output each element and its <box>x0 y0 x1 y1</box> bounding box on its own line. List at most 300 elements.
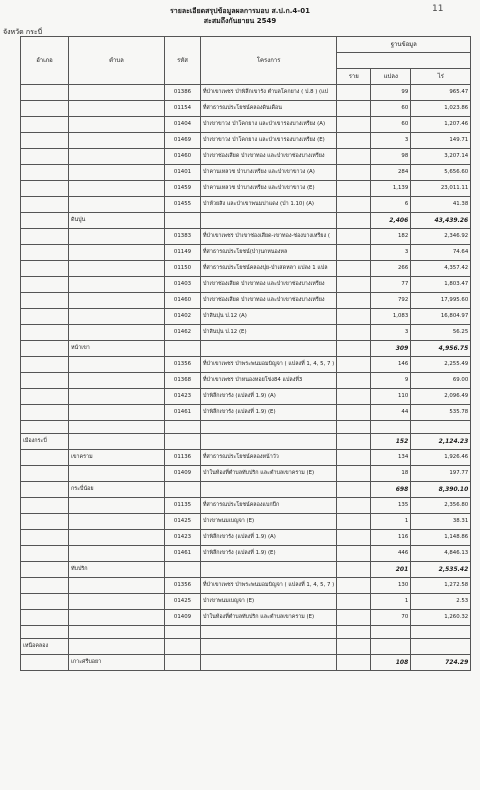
amphoe-cell <box>21 181 69 197</box>
table-row <box>21 181 471 197</box>
code-cell <box>165 213 201 229</box>
tambon-cell <box>69 639 165 655</box>
rai-cell: 535.78 <box>411 405 471 421</box>
plots-cell: 3 <box>371 325 411 341</box>
page-number: 11 <box>432 4 444 14</box>
table-row <box>21 293 471 309</box>
code-cell: 01462 <box>165 325 201 341</box>
amphoe-cell: เหนือคลอง <box>21 639 69 655</box>
tambon-cell: กระบี่น้อย <box>69 482 165 498</box>
amphoe-cell <box>21 466 69 482</box>
rai-cell: 16,804.97 <box>411 309 471 325</box>
tambon-cell <box>69 421 165 434</box>
project-cell <box>201 341 337 357</box>
table-row <box>21 117 471 133</box>
project-cell: ป่าเขาช่องเสียด ป่าเขาทอง และป่าเขาช่องบางเหรียง <box>201 149 337 165</box>
households-cell <box>337 594 371 610</box>
households-cell <box>337 389 371 405</box>
households-cell <box>337 639 371 655</box>
tambon-cell: หน้าเขา <box>69 341 165 357</box>
table-row <box>21 309 471 325</box>
project-cell <box>201 421 337 434</box>
project-cell: ป่าเขาช่องเสียด ป่าเขาทอง และป่าเขาช่องบางเหรียง <box>201 293 337 309</box>
table-row <box>21 498 471 514</box>
rai-cell: 197.77 <box>411 466 471 482</box>
table-row <box>21 373 471 389</box>
amphoe-cell <box>21 165 69 181</box>
project-cell: ป่าห้วยสิง และป่าเขาพนมบ่าแดง (ป่า 1.10) (A) <box>201 197 337 213</box>
table-row <box>21 450 471 466</box>
amphoe-cell <box>21 149 69 165</box>
code-cell: 01136 <box>165 450 201 466</box>
rai-cell: 1,260.32 <box>411 610 471 626</box>
rai-cell: 2,535.42 <box>411 562 471 578</box>
plots-cell <box>371 639 411 655</box>
code-cell: 01425 <box>165 514 201 530</box>
table-row <box>21 389 471 405</box>
amphoe-cell: เมืองกระบี่ <box>21 434 69 450</box>
summary-row <box>21 655 471 671</box>
header-households: ราย <box>337 69 371 85</box>
amphoe-cell <box>21 213 69 229</box>
plots-cell: 792 <box>371 293 411 309</box>
tambon-cell <box>69 133 165 149</box>
header-rai: ไร่ <box>411 69 471 85</box>
rai-cell <box>411 421 471 434</box>
code-cell: 01154 <box>165 101 201 117</box>
rai-cell: 1,926.46 <box>411 450 471 466</box>
code-cell: 01401 <box>165 165 201 181</box>
households-cell <box>337 229 371 245</box>
tambon-cell <box>69 101 165 117</box>
amphoe-cell <box>21 245 69 261</box>
households-cell <box>337 466 371 482</box>
households-cell <box>337 261 371 277</box>
project-cell: ที่สาธารณประโยชน์คลองปุย-ป่าเสดหลา แปลง 1 แปล <box>201 261 337 277</box>
plots-cell: 152 <box>371 434 411 450</box>
households-cell <box>337 546 371 562</box>
amphoe-cell <box>21 405 69 421</box>
code-cell <box>165 482 201 498</box>
amphoe-cell <box>21 85 69 101</box>
plots-cell: 60 <box>371 117 411 133</box>
code-cell: 01404 <box>165 117 201 133</box>
households-cell <box>337 610 371 626</box>
code-cell: 01461 <box>165 405 201 421</box>
project-cell: ป่าในท้องที่ตำบลทับปริก และตำบลเขาคราม (E) <box>201 610 337 626</box>
amphoe-cell <box>21 578 69 594</box>
summary-row <box>21 482 471 498</box>
tambon-cell <box>69 229 165 245</box>
table-row <box>21 245 471 261</box>
rai-cell: 149.71 <box>411 133 471 149</box>
rai-cell: 1,272.58 <box>411 578 471 594</box>
code-cell <box>165 626 201 639</box>
project-cell: ป่าพิลึกเขารัง (แปลงที่ 1.9) (A) <box>201 389 337 405</box>
amphoe-cell <box>21 373 69 389</box>
rai-cell: 38.31 <box>411 514 471 530</box>
plots-cell: 266 <box>371 261 411 277</box>
plots-cell: 70 <box>371 610 411 626</box>
tambon-cell <box>69 117 165 133</box>
plots-cell: 135 <box>371 498 411 514</box>
amphoe-cell <box>21 546 69 562</box>
plots-cell: 3 <box>371 133 411 149</box>
project-cell: ที่สาธารณประโยชน์คลองดินเดือน <box>201 101 337 117</box>
code-cell <box>165 655 201 671</box>
households-cell <box>337 277 371 293</box>
tambon-cell <box>69 578 165 594</box>
tambon-cell: ดินปูน <box>69 213 165 229</box>
rai-cell <box>411 626 471 639</box>
code-cell: 01455 <box>165 197 201 213</box>
tambon-cell: ทับปริก <box>69 562 165 578</box>
table-row <box>21 514 471 530</box>
households-cell <box>337 373 371 389</box>
project-cell: ป่าพิลึกเขารัง (แปลงที่ 1.9) (E) <box>201 405 337 421</box>
code-cell: 01356 <box>165 578 201 594</box>
rai-cell: 17,995.60 <box>411 293 471 309</box>
report-title: รายละเอียดสรุปข้อมูลผลการมอบ ส.ป.ก.4-01 <box>170 7 310 15</box>
table-row <box>21 610 471 626</box>
households-cell <box>337 165 371 181</box>
tambon-cell <box>69 530 165 546</box>
project-cell: ที่สาธารณประโยชน์คลองหน้าวัว <box>201 450 337 466</box>
households-cell <box>337 213 371 229</box>
amphoe-cell <box>21 133 69 149</box>
code-cell: 01356 <box>165 357 201 373</box>
table-row <box>21 277 471 293</box>
plots-cell: 3 <box>371 245 411 261</box>
code-cell <box>165 639 201 655</box>
table-row <box>21 165 471 181</box>
households-cell <box>337 578 371 594</box>
households-cell <box>337 482 371 498</box>
rai-cell: 2,255.49 <box>411 357 471 373</box>
amphoe-cell <box>21 341 69 357</box>
project-cell: ป่าพิลึกเขารัง (แปลงที่ 1.9) (A) <box>201 530 337 546</box>
rai-cell: 2,356.80 <box>411 498 471 514</box>
table-row <box>21 85 471 101</box>
rai-cell: 5,656.60 <box>411 165 471 181</box>
code-cell: 01150 <box>165 261 201 277</box>
households-cell <box>337 117 371 133</box>
project-cell: ป่าสินปุน ป.12 (A) <box>201 309 337 325</box>
rai-cell <box>411 639 471 655</box>
tambon-cell <box>69 293 165 309</box>
project-cell <box>201 482 337 498</box>
code-cell: 01135 <box>165 498 201 514</box>
tambon-cell <box>69 389 165 405</box>
table-row <box>21 197 471 213</box>
households-cell <box>337 293 371 309</box>
tambon-cell: เกาะศรีบอยา <box>69 655 165 671</box>
table-row <box>21 578 471 594</box>
amphoe-cell <box>21 277 69 293</box>
code-cell: 01383 <box>165 229 201 245</box>
project-cell: ป่าในท้องที่ตำบลทับปริก และตำบลเขาคราม (E) <box>201 466 337 482</box>
project-cell: ป่าคานเหลวช ป่าบางเหรียง และป่าเขาขาวง (E) <box>201 181 337 197</box>
amphoe-cell <box>21 482 69 498</box>
code-cell: 01461 <box>165 546 201 562</box>
plots-cell: 44 <box>371 405 411 421</box>
households-cell <box>337 197 371 213</box>
code-cell <box>165 562 201 578</box>
rai-cell: 23,011.11 <box>411 181 471 197</box>
tambon-cell <box>69 85 165 101</box>
rai-cell: 965.47 <box>411 85 471 101</box>
plots-cell: 9 <box>371 373 411 389</box>
table-row <box>21 261 471 277</box>
plots-cell: 2,406 <box>371 213 411 229</box>
rai-cell: 2,346.92 <box>411 229 471 245</box>
tambon-cell <box>69 405 165 421</box>
amphoe-cell <box>21 626 69 639</box>
table-row <box>21 626 471 639</box>
table-row <box>21 466 471 482</box>
tambon-cell <box>69 498 165 514</box>
tambon-cell <box>69 514 165 530</box>
plots-cell: 60 <box>371 101 411 117</box>
code-cell: 01402 <box>165 309 201 325</box>
table-header <box>21 37 471 85</box>
rai-cell: 1,148.86 <box>411 530 471 546</box>
code-cell: 01425 <box>165 594 201 610</box>
households-cell <box>337 450 371 466</box>
table-row <box>21 357 471 373</box>
households-cell <box>337 498 371 514</box>
code-cell: 01368 <box>165 373 201 389</box>
plots-cell: 110 <box>371 389 411 405</box>
households-cell <box>337 85 371 101</box>
summary-row <box>21 562 471 578</box>
table-row <box>21 101 471 117</box>
project-cell: ที่ป่าเขาเพชร ป่าพิลึกเขารัง ตำบลโคกยาง ( ป.8 ) (แป <box>201 85 337 101</box>
rai-cell: 2,124.23 <box>411 434 471 450</box>
plots-cell: 99 <box>371 85 411 101</box>
project-cell <box>201 626 337 639</box>
table-row <box>21 546 471 562</box>
report-subtitle: สะสมถึงกันยายน 2549 <box>203 17 277 25</box>
code-cell: 01460 <box>165 149 201 165</box>
project-cell: ที่ป่าเขาเพชร ป่าหนองหอยโข่ง84 แปลงที่3 <box>201 373 337 389</box>
project-cell: ป่าเขาขาวง ป่าโคกยาง และป่าเขารองบางเหรียง (A) <box>201 117 337 133</box>
project-cell: ที่สาธารณประโยชน์คลองแบกปีก <box>201 498 337 514</box>
province-label: จังหวัด กระบี่ <box>3 28 43 36</box>
code-cell: 01460 <box>165 293 201 309</box>
amphoe-cell <box>21 562 69 578</box>
amphoe-cell <box>21 229 69 245</box>
table-row <box>21 405 471 421</box>
amphoe-cell <box>21 117 69 133</box>
code-cell: 01149 <box>165 245 201 261</box>
summary-row <box>21 341 471 357</box>
amphoe-cell <box>21 655 69 671</box>
tambon-cell <box>69 466 165 482</box>
tambon-cell <box>69 197 165 213</box>
plots-cell: 309 <box>371 341 411 357</box>
rai-cell: 4,846.13 <box>411 546 471 562</box>
header-project: โครงการ <box>201 37 337 85</box>
plots-cell: 284 <box>371 165 411 181</box>
project-cell: ป่าเขาพนมเบญจา (E) <box>201 594 337 610</box>
plots-cell: 6 <box>371 197 411 213</box>
project-cell <box>201 434 337 450</box>
plots-cell: 1 <box>371 514 411 530</box>
code-cell: 01423 <box>165 389 201 405</box>
tambon-cell <box>69 610 165 626</box>
amphoe-cell <box>21 514 69 530</box>
rai-cell: 1,207.46 <box>411 117 471 133</box>
households-cell <box>337 562 371 578</box>
code-cell: 01386 <box>165 85 201 101</box>
rai-cell: 74.64 <box>411 245 471 261</box>
table-row <box>21 530 471 546</box>
rai-cell: 69.00 <box>411 373 471 389</box>
plots-cell: 130 <box>371 578 411 594</box>
amphoe-cell <box>21 357 69 373</box>
code-cell <box>165 341 201 357</box>
rai-cell: 43,439.26 <box>411 213 471 229</box>
table-row <box>21 639 471 655</box>
plots-cell: 134 <box>371 450 411 466</box>
code-cell: 01469 <box>165 133 201 149</box>
households-cell <box>337 655 371 671</box>
plots-cell: 108 <box>371 655 411 671</box>
table-row <box>21 149 471 165</box>
table-row <box>21 229 471 245</box>
tambon-cell <box>69 277 165 293</box>
rai-cell: 2.53 <box>411 594 471 610</box>
tambon-cell <box>69 261 165 277</box>
rai-cell: 41.38 <box>411 197 471 213</box>
rai-cell: 4,357.42 <box>411 261 471 277</box>
amphoe-cell <box>21 421 69 434</box>
rai-cell: 724.29 <box>411 655 471 671</box>
plots-cell: 698 <box>371 482 411 498</box>
plots-cell: 446 <box>371 546 411 562</box>
plots-cell: 1 <box>371 594 411 610</box>
rai-cell: 56.25 <box>411 325 471 341</box>
tambon-cell <box>69 181 165 197</box>
header-spacer <box>337 53 471 69</box>
table-body <box>21 85 471 671</box>
project-cell: ที่สาธารณประโยชน์(ป่า)นกหนองหล <box>201 245 337 261</box>
households-cell <box>337 325 371 341</box>
amphoe-cell <box>21 450 69 466</box>
tambon-cell <box>69 594 165 610</box>
tambon-cell <box>69 357 165 373</box>
tambon-cell <box>69 149 165 165</box>
tambon-cell <box>69 626 165 639</box>
project-cell <box>201 639 337 655</box>
amphoe-cell <box>21 610 69 626</box>
project-cell: ป่าพิลึกเขารัง (แปลงที่ 1.9) (E) <box>201 546 337 562</box>
households-cell <box>337 181 371 197</box>
plots-cell <box>371 626 411 639</box>
households-cell <box>337 434 371 450</box>
tambon-cell: เขาคราม <box>69 450 165 466</box>
rai-cell: 1,803.47 <box>411 277 471 293</box>
tambon-cell <box>69 325 165 341</box>
table-row <box>21 325 471 341</box>
amphoe-cell <box>21 325 69 341</box>
amphoe-cell <box>21 498 69 514</box>
households-cell <box>337 133 371 149</box>
plots-cell: 1,139 <box>371 181 411 197</box>
plots-cell <box>371 421 411 434</box>
project-cell: ป่าเขาพนมเบญจา (E) <box>201 514 337 530</box>
code-cell: 01423 <box>165 530 201 546</box>
amphoe-cell <box>21 309 69 325</box>
project-cell: ป่าคานเหลวช ป่าบางเหรียง และป่าเขาขาวง (A) <box>201 165 337 181</box>
households-cell <box>337 626 371 639</box>
amphoe-cell <box>21 261 69 277</box>
code-cell <box>165 434 201 450</box>
project-cell <box>201 655 337 671</box>
tambon-cell <box>69 245 165 261</box>
plots-cell: 182 <box>371 229 411 245</box>
plots-cell: 116 <box>371 530 411 546</box>
tambon-cell <box>69 373 165 389</box>
code-cell: 01409 <box>165 610 201 626</box>
project-cell: ป่าสินปุน ป.12 (E) <box>201 325 337 341</box>
households-cell <box>337 530 371 546</box>
project-cell <box>201 213 337 229</box>
households-cell <box>337 341 371 357</box>
plots-cell: 98 <box>371 149 411 165</box>
amphoe-cell <box>21 530 69 546</box>
amphoe-cell <box>21 293 69 309</box>
households-cell <box>337 405 371 421</box>
project-cell: ที่ป่าเขาเพชร ป่าพระพนมอมบิญจา ( แปลงที่ 1, 4, 5, 7 ) <box>201 578 337 594</box>
code-cell: 01403 <box>165 277 201 293</box>
amphoe-cell <box>21 594 69 610</box>
households-cell <box>337 149 371 165</box>
plots-cell: 146 <box>371 357 411 373</box>
header-database: ฐานข้อมูล <box>337 37 471 53</box>
rai-cell: 1,023.86 <box>411 101 471 117</box>
households-cell <box>337 357 371 373</box>
households-cell <box>337 309 371 325</box>
households-cell <box>337 514 371 530</box>
tambon-cell <box>69 434 165 450</box>
code-cell <box>165 421 201 434</box>
households-cell <box>337 245 371 261</box>
land-allocation-table <box>20 36 471 671</box>
plots-cell: 201 <box>371 562 411 578</box>
summary-row <box>21 213 471 229</box>
plots-cell: 1,083 <box>371 309 411 325</box>
project-cell <box>201 562 337 578</box>
amphoe-cell <box>21 389 69 405</box>
code-cell: 01459 <box>165 181 201 197</box>
plots-cell: 77 <box>371 277 411 293</box>
header-tambon: ตำบล <box>69 37 165 85</box>
table-row <box>21 421 471 434</box>
project-cell: ป่าเขาช่องเสียด ป่าเขาทอง และป่าเขาช่องบางเหรียง <box>201 277 337 293</box>
households-cell <box>337 421 371 434</box>
households-cell <box>337 101 371 117</box>
project-cell: ป่าเขาขาวง ป่าโคกยาง และป่าเขารองบางเหรียง (E) <box>201 133 337 149</box>
tambon-cell <box>69 546 165 562</box>
tambon-cell <box>69 165 165 181</box>
plots-cell: 18 <box>371 466 411 482</box>
amphoe-cell <box>21 197 69 213</box>
header-code: รหัส <box>165 37 201 85</box>
header-plots: แปลง <box>371 69 411 85</box>
table-row <box>21 594 471 610</box>
